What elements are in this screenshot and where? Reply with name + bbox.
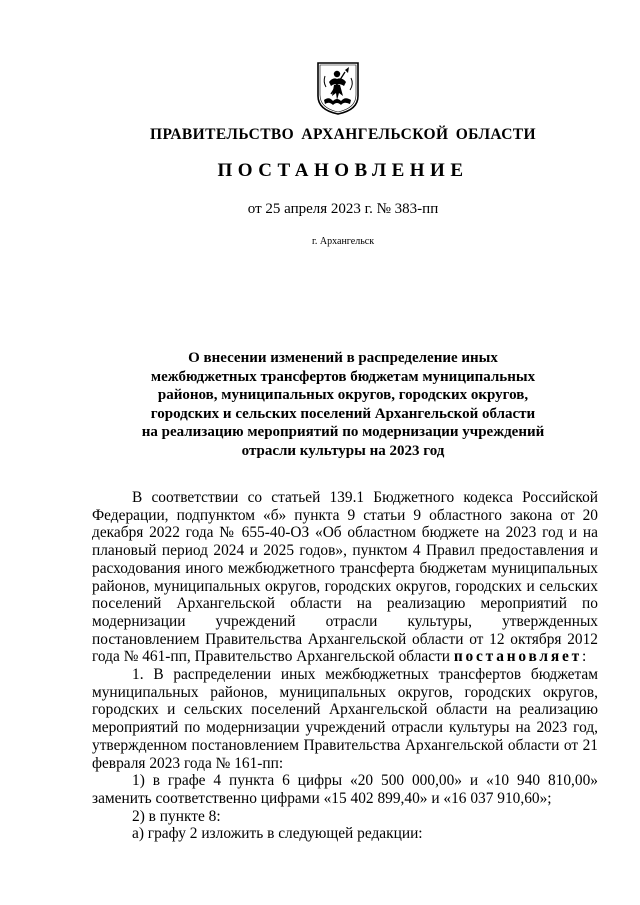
preamble-text: В соответствии со статьей 139.1 Бюджетного кодекса Российской Федерации, подпунктом «б» пункта 9 статьи 9 областного закона от 20 декабря 2022 года № 655-40-ОЗ «Об областном бюджете на 2023 год и на плановый период 2024 и 2025 годов», пунктом 4 Правил предоставления и расходования иного межбюджетного трансферта бюджетам муниципальных районов, муниципальных округов, городских округов, городских и сельских поселений Архангельской области на реализацию мероприятий по модернизации учреждений отрасли культуры, утвержденных постановлением Правительства Архангельской области от 12 октября 2012 года № 461-пп, Правительство Архангельской области [92,489,598,666]
document-city: г. Архангельск [311,236,375,247]
title-line: межбюджетных трансфертов бюджетам муниципальных [150,368,536,385]
document-title [120,349,566,461]
resolves-colon: : [581,648,587,666]
title-line: О внесении изменений в распределение иных [188,350,498,366]
item-1-paragraph: 1. В распределении иных межбюджетных трансфертов бюджетам муниципальных районов, муниципальных округов, городских округов, городских и сельских поселений Архангельской области на реализацию мероприятий по модернизации учреждений отрасли культуры на 2023 год, утвержденном постановлением Правительства Архангельской области от 21 февраля 2023 года № 161-пп: [92,666,598,772]
subitem-2a-paragraph: а) графу 2 изложить в следующей редакции: [132,825,423,843]
title-line: городских и сельских поселений Архангельской области [150,405,536,422]
organization-heading: ПРАВИТЕЛЬСТВО АРХАНГЕЛЬСКОЙ ОБЛАСТИ [149,126,536,143]
title-line: отрасли культуры на 2023 год [241,442,445,459]
document-body [92,489,598,843]
preamble-paragraph [92,489,598,666]
title-line: районов, муниципальных округов, городских округов, [157,387,529,404]
subitem-2-paragraph: 2) в пункте 8: [132,807,221,825]
resolves-word: постановляет [453,648,582,666]
title-line: на реализацию мероприятий по модернизации учреждений [141,424,545,441]
document-date-number: от 25 апреля 2023 г. № 383-пп [247,201,439,217]
subitem-1-paragraph: 1) в графе 4 пункта 6 цифры «20 500 000,00» и «10 940 810,00» заменить соответственно цифрами «15 402 899,40» и «16 037 910,60»; [92,772,598,807]
coat-of-arms-icon [315,60,361,116]
document-type-heading: ПОСТАНОВЛЕНИЕ [217,160,469,181]
